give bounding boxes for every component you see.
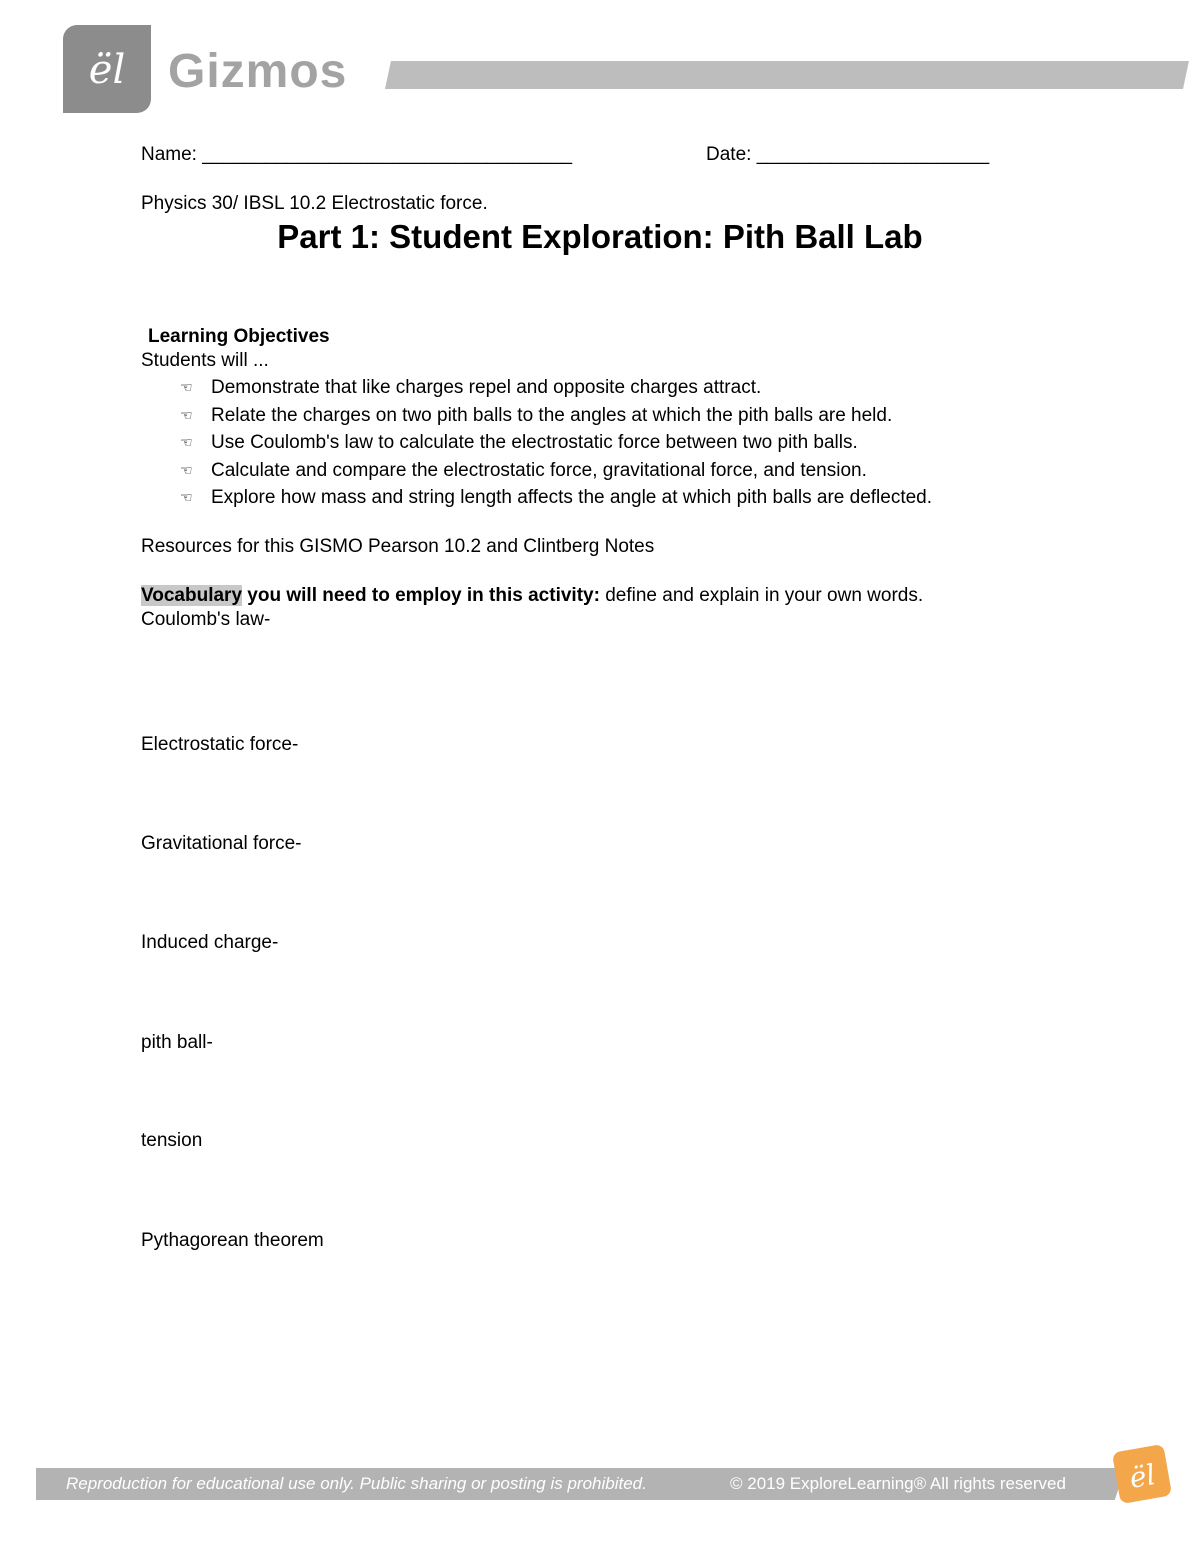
- header-decorative-bar: [385, 61, 1189, 89]
- list-item: [180, 374, 932, 402]
- course-line: Physics 30/ IBSL 10.2 Electrostatic force.: [141, 193, 488, 214]
- vocab-term-pythagorean-theorem: Pythagorean theorem: [141, 1230, 324, 1251]
- vocab-term-induced-charge: Induced charge-: [141, 932, 279, 953]
- gizmos-brand-title: Gizmos: [168, 45, 348, 98]
- svg-text:ël: ël: [88, 47, 126, 93]
- name-field-label: Name: ___________________________________: [141, 144, 573, 165]
- pointing-hand-icon: ☜: [180, 434, 193, 450]
- objective-text: Calculate and compare the electrostatic force, gravitational force, and tension.: [211, 459, 867, 481]
- objectives-heading: Learning Objectives: [148, 326, 330, 347]
- list-item: [180, 484, 932, 512]
- pointing-hand-icon: ☜: [180, 406, 193, 423]
- list-item: [180, 457, 932, 485]
- objective-text: Demonstrate that like charges repel and opposite charges attract.: [211, 377, 762, 398]
- vocab-term-tension: tension: [141, 1130, 203, 1151]
- list-item: [180, 429, 932, 457]
- vocabulary-word: Vocabulary: [141, 585, 243, 606]
- objectives-list: [180, 374, 932, 512]
- footer-notice: Reproduction for educational use only. Public sharing or posting is prohibited.: [66, 1474, 647, 1493]
- footer-copyright: © 2019 ExploreLearning® All rights reserved: [730, 1474, 1066, 1493]
- explorelearning-el-logo-icon: [63, 25, 151, 113]
- pointing-hand-icon: ☜: [180, 379, 193, 395]
- resources-line: Resources for this GISMO Pearson 10.2 and Clintberg Notes: [141, 536, 655, 557]
- objective-text: Relate the charges on two pith balls to the angles at which the pith balls are held.: [211, 404, 893, 426]
- vocabulary-heading-rest: you will need to employ in this activity:: [242, 585, 600, 606]
- pointing-hand-icon: ☜: [180, 489, 193, 505]
- vocab-term-pith-ball: pith ball-: [141, 1032, 213, 1053]
- vocabulary-heading: [141, 584, 923, 608]
- page-title: Part 1: Student Exploration: Pith Ball Lab: [277, 218, 923, 255]
- objective-text: Use Coulomb's law to calculate the electrostatic force between two pith balls.: [211, 432, 858, 453]
- svg-text:ël: ël: [1126, 1457, 1158, 1495]
- objective-text: Explore how mass and string length affects the angle at which pith balls are deflected.: [211, 487, 933, 508]
- vocab-term-gravitational-force: Gravitational force-: [141, 833, 302, 854]
- vocab-term-electrostatic-force: Electrostatic force-: [141, 734, 299, 755]
- pointing-hand-icon: ☜: [180, 461, 193, 478]
- date-field-label: Date: ______________________: [706, 144, 990, 165]
- explorelearning-badge-icon: [1106, 1440, 1176, 1510]
- list-item: [180, 402, 932, 430]
- vocabulary-instruction: define and explain in your own words.: [599, 585, 924, 606]
- vocab-term-coulombs-law: Coulomb's law-: [141, 609, 271, 630]
- objectives-intro: Students will ...: [141, 350, 269, 371]
